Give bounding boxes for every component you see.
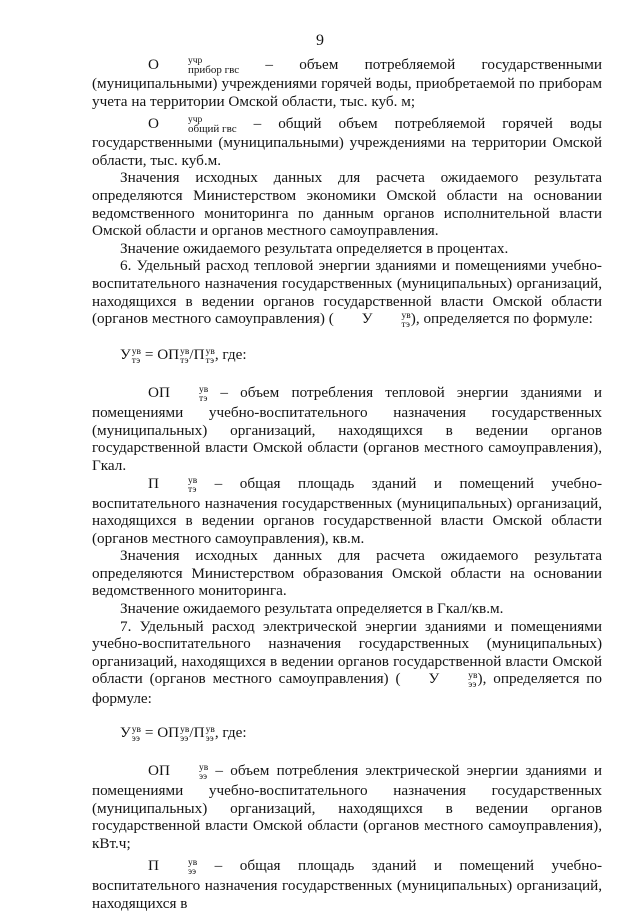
division-sign: /	[189, 346, 194, 364]
definition-text: – объем потребления электрической энергии зданиями и помещениями учебно-воспитательного назначения государственных (муниципальных) организаций, находящихся в ведении органов государственной власти Омской области (органов местного самоуправления), кВт.ч;	[92, 762, 602, 852]
symbol-p-te	[120, 475, 197, 495]
symbol-superscript: ув	[187, 858, 198, 869]
symbol-o-pribor-gvs	[120, 56, 239, 75]
formula-numerator	[157, 346, 189, 366]
formula-lhs	[120, 346, 141, 366]
item-text: 7. Удельный расход электрической энергии зданиями и помещениями учебно-воспитательного назначения государственных (муниципальных) организаций, находящихся в ведении органов государственной власти Омской области (органов местного самоуправления) (	[92, 617, 602, 688]
symbol-base: У	[120, 346, 131, 364]
symbol-superscript: ув	[131, 725, 142, 736]
symbol-base: П	[193, 346, 205, 364]
formula-denominator	[194, 346, 215, 366]
definition-op-te	[92, 384, 602, 474]
symbol-base: ОП	[157, 724, 180, 742]
symbol-op-te	[120, 384, 208, 404]
formula-heat	[120, 346, 602, 366]
definition-text: – общая площадь зданий и помещений учебно-воспитательного назначения государственных (муниципальных) организаций, находящихся в	[92, 857, 602, 912]
formula-numerator	[157, 724, 189, 744]
paragraph-item-7	[92, 618, 602, 708]
symbol-base: П	[148, 474, 159, 492]
formula-lhs	[120, 724, 141, 744]
symbol-base: ОП	[148, 384, 170, 402]
symbol-subscript: тэ	[187, 484, 197, 495]
symbol-subscript: ээ	[468, 680, 477, 691]
definition-op-ee	[92, 762, 602, 852]
formula-electric	[120, 724, 602, 744]
symbol-base: У	[120, 724, 131, 742]
symbol-subscript: тэ	[401, 320, 411, 331]
symbol-superscript: ув	[205, 347, 215, 358]
paragraph-source-data-education: Значения исходных данных для расчета ожидаемого результата определяются Министерством образования Омской области на основании ведомственного мониторинга.	[92, 547, 602, 600]
item-tail: ), определяется по формуле:	[410, 310, 593, 328]
page-body	[92, 56, 602, 913]
symbol-subscript: ээ	[131, 734, 140, 745]
symbol-subscript: ээ	[205, 734, 214, 745]
formula-tail: , где:	[214, 724, 247, 742]
symbol-superscript: ув	[131, 347, 142, 358]
division-sign: /	[189, 724, 194, 742]
paragraph-unit-gcal: Значение ожидаемого результата определяется в Гкал/кв.м.	[120, 600, 504, 618]
paragraph-item-6	[92, 257, 602, 330]
paragraph-source-data-economy: Значения исходных данных для расчета ожидаемого результата определяются Министерством экономики Омской области на основании ведомственного мониторинга по данным органов исполнительной власти Омской области и органов местного самоуправления.	[92, 169, 602, 240]
symbol-base: У	[361, 310, 373, 328]
definition-p-ee	[92, 857, 602, 912]
item-text: 6. Удельный расход тепловой энергии зданиями и помещениями учебно-воспитательного назначения государственных (муниципальных) организаций, находящихся в ведении органов государственной власти Омской области (органов местного самоуправления) (	[92, 257, 602, 328]
symbol-superscript: ув	[468, 671, 478, 682]
symbol-subscript: тэ	[205, 356, 215, 367]
formula-denominator	[194, 724, 215, 744]
symbol-base: П	[148, 857, 159, 875]
symbol-superscript: ув	[198, 763, 209, 774]
symbol-base: О	[148, 115, 159, 133]
definition-p-te	[92, 475, 602, 548]
definition-text: – объем потребления тепловой энергии зданиями и помещениями учебно-воспитательного назначения государственных (муниципальных) организаций, находящихся в ведении органов государственной власти Омской области (органов местного самоуправления), Гкал.	[92, 384, 602, 474]
symbol-subscript: ээ	[198, 772, 208, 783]
symbol-superscript: ув	[180, 725, 190, 736]
symbol-u-te	[334, 310, 411, 330]
symbol-subscript: прибор гвс	[187, 64, 240, 76]
definition-o-obshchiy-gvs	[92, 115, 602, 169]
symbol-op-ee	[120, 762, 208, 782]
symbol-base: ОП	[157, 346, 180, 364]
item-tail: ), определяется по формуле:	[92, 670, 602, 708]
symbol-superscript: учр	[187, 115, 203, 126]
symbol-base: О	[148, 56, 159, 73]
symbol-subscript: тэ	[131, 356, 141, 367]
page-number: 9	[316, 32, 324, 49]
equals-sign: =	[141, 724, 158, 742]
definition-o-pribor-gvs	[92, 56, 602, 110]
symbol-superscript: ув	[401, 311, 411, 322]
symbol-subscript: ээ	[187, 867, 197, 878]
symbol-superscript: ув	[180, 347, 190, 358]
formula-tail: , где:	[214, 346, 247, 364]
symbol-subscript: тэ	[198, 394, 208, 405]
symbol-superscript: учр	[187, 56, 203, 66]
symbol-superscript: ув	[205, 725, 215, 736]
symbol-subscript: тэ	[180, 356, 189, 367]
definition-text: – общий объем потребляемой горячей воды государственными (муниципальными) учреждениями на территории Омской области, тыс. куб.м.	[92, 115, 602, 169]
symbol-subscript: общий гвс	[187, 123, 237, 136]
definition-text: – общая площадь зданий и помещений учебно-воспитательного назначения государственных (муниципальных) организаций, находящихся в ведении органов государственной власти Омской области (органов местного самоуправления), кв.м.	[92, 474, 602, 547]
symbol-superscript: ув	[198, 385, 209, 396]
paragraph-unit-percent: Значение ожидаемого результата определяется в процентах.	[120, 239, 509, 257]
equals-sign: =	[141, 346, 158, 364]
symbol-subscript: ээ	[180, 734, 189, 745]
symbol-u-ee	[401, 670, 478, 690]
symbol-base: ОП	[148, 762, 170, 780]
symbol-base: П	[193, 724, 205, 742]
symbol-superscript: ув	[187, 475, 198, 486]
symbol-base: У	[428, 670, 440, 688]
definition-text: – объем потребляемой государственными (муниципальными) учреждениями горячей воды, приобретаемой по приборам учета на территории Омской области, тыс. куб. м;	[92, 56, 602, 110]
symbol-o-obshchiy-gvs	[120, 115, 237, 134]
symbol-p-ee	[120, 857, 197, 877]
